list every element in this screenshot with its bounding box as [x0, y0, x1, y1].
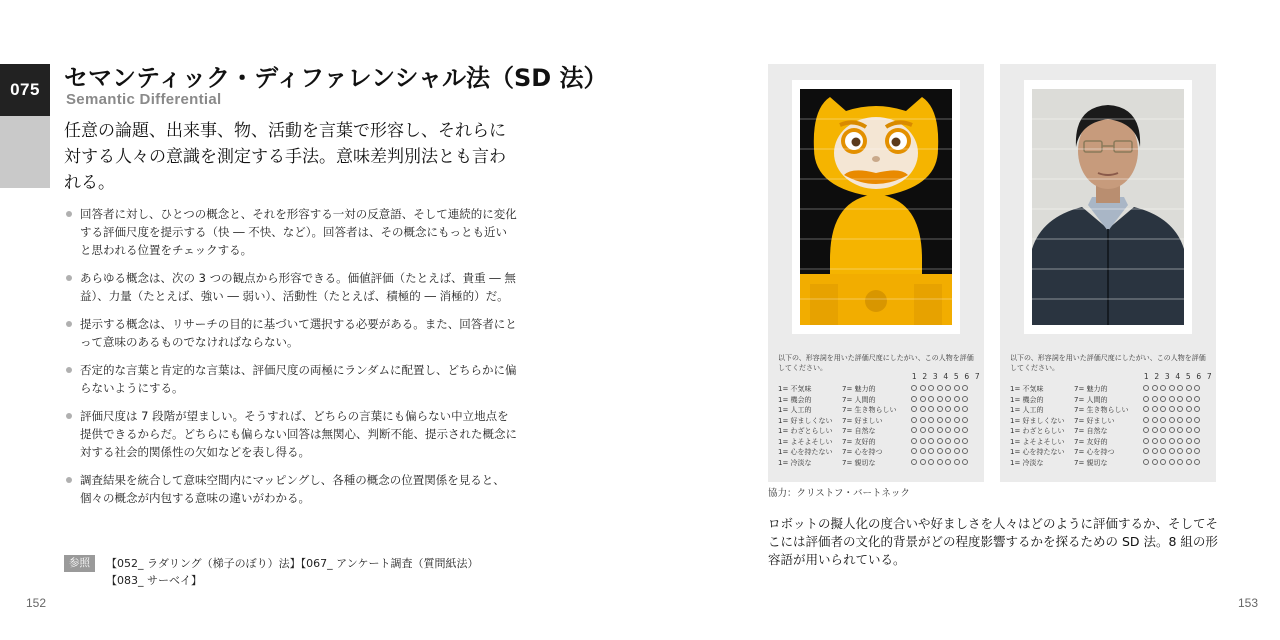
bullet-dot-icon: [66, 413, 72, 419]
section-number-badge: 075: [0, 64, 50, 116]
list-item: 評価尺度は 7 段階が望ましい。そうすれば、どちらの言葉にも偏らない中立地点を提供できるからだ。どちらにも偏らない回答は無関心、判断不能、提示された概念に対する社会的関係性の欠如などを表し得る。: [66, 407, 518, 461]
radio-group[interactable]: [911, 448, 971, 456]
page-number-left: 152: [26, 596, 47, 610]
radio-group[interactable]: [911, 385, 971, 393]
reference-tag: 参照: [64, 555, 95, 572]
reference-line[interactable]: 【052_ ラダリング（梯子のぼり）法】【067_ アンケート調査（質問紙法）: [106, 557, 479, 570]
radio-group[interactable]: [1143, 396, 1203, 404]
bullet-dot-icon: [66, 477, 72, 483]
radio-group[interactable]: [911, 417, 971, 425]
figure-caption: ロボットの擬人化の度合いや好ましさを人々はどのように評価するか、そしてそこには評価者の文化的背景がどの程度影響するかを探るための SD 法。8 組の形容語が用いられている。: [768, 516, 1219, 567]
bullet-dot-icon: [66, 275, 72, 281]
list-item: 回答者に対し、ひとつの概念と、それを形容する一対の反意語、そして連続的に変化する評価尺度を提示する（快 ― 不快、など）。回答者は、その概念にもっとも近いと思われる位置をチェックする。: [66, 205, 518, 259]
page-title: セマンティック・ディファレンシャル法（SD 法）: [64, 64, 608, 92]
radio-group[interactable]: [911, 459, 971, 467]
reference-links: [106, 555, 479, 589]
page-number-right: 153: [1238, 596, 1259, 610]
radio-group[interactable]: [1143, 406, 1203, 414]
photo-credit: 協力：クリストフ・バートネック: [768, 488, 910, 499]
bullet-dot-icon: [66, 367, 72, 373]
radio-group[interactable]: [911, 406, 971, 414]
robot-photo: [800, 89, 952, 325]
radio-group[interactable]: [1143, 417, 1203, 425]
radio-group[interactable]: [1143, 448, 1203, 456]
radio-group[interactable]: [1143, 385, 1203, 393]
badge-accent-block: [0, 116, 50, 188]
radio-group[interactable]: [1143, 438, 1203, 446]
list-item: 否定的な言葉と肯定的な言葉は、評価尺度の両極にランダムに配置し、どちらかに偏らないようにする。: [66, 361, 518, 397]
scale-header: 1 2 3 4 5 6 7: [911, 372, 980, 381]
scale-header: 1 2 3 4 5 6 7: [1143, 372, 1212, 381]
list-item: あらゆる概念は、次の 3 つの観点から形容できる。価値評価（たとえば、貴重 ― 無益）、力量（たとえば、強い ― 弱い）、活動性（たとえば、積極的 ― 消極的）だ。: [66, 269, 518, 305]
bullet-list: [66, 205, 518, 517]
bullet-dot-icon: [66, 321, 72, 327]
list-item: 提示する概念は、リサーチの目的に基づいて選択する必要がある。また、回答者にとって意味のあるものでなければならない。: [66, 315, 518, 351]
radio-group[interactable]: [911, 438, 971, 446]
radio-group[interactable]: [911, 396, 971, 404]
survey-instruction: 以下の、形容詞を用いた評価尺度にしたがい、この人物を評価してください。: [1010, 354, 1206, 372]
reference-line[interactable]: 【083_ サーベイ】: [106, 574, 202, 587]
android-illustration: [1032, 89, 1184, 325]
list-item: 調査結果を統合して意味空間内にマッピングし、各種の概念の位置関係を見ると、個々の概念が内包する意味の違いがわかる。: [66, 471, 518, 507]
page-subtitle: Semantic Differential: [66, 91, 222, 108]
bullet-dot-icon: [66, 211, 72, 217]
photo-frame: [1024, 80, 1192, 334]
android-photo: [1032, 89, 1184, 325]
radio-group[interactable]: [1143, 459, 1203, 467]
survey-panel-robot: 以下の、形容詞を用いた評価尺度にしたがい、この人物を評価してください。 1 2 3 4 5 6 7 1= 不気味 7= 魅力的 1= 機会的 7= 人間的 1= 人工的 7= 生き物らしい 1= 好ましくない 7= 好ましい 1= わざとらしい 7= 自然な 1= よそよそしい 7= 友好的 1= 心を持たない 7= 心を持つ 1= 冷淡な 7= 親切な: [768, 64, 984, 482]
radio-group[interactable]: [1143, 427, 1203, 435]
survey-panel-android: 以下の、形容詞を用いた評価尺度にしたがい、この人物を評価してください。 1 2 3 4 5 6 7 1= 不気味 7= 魅力的 1= 機会的 7= 人間的 1= 人工的 7= 生き物らしい 1= 好ましくない 7= 好ましい 1= わざとらしい 7= 自然な 1= よそよそしい 7= 友好的 1= 心を持たない 7= 心を持つ 1= 冷淡な 7= 親切な: [1000, 64, 1216, 482]
lead-paragraph: 任意の論題、出来事、物、活動を言葉で形容し、それらに対する人々の意識を測定する手法。意味差判別法とも言われる。: [64, 121, 506, 193]
survey-instruction: 以下の、形容詞を用いた評価尺度にしたがい、この人物を評価してください。: [778, 354, 974, 372]
robot-illustration: [800, 89, 952, 325]
photo-frame: [792, 80, 960, 334]
radio-group[interactable]: [911, 427, 971, 435]
